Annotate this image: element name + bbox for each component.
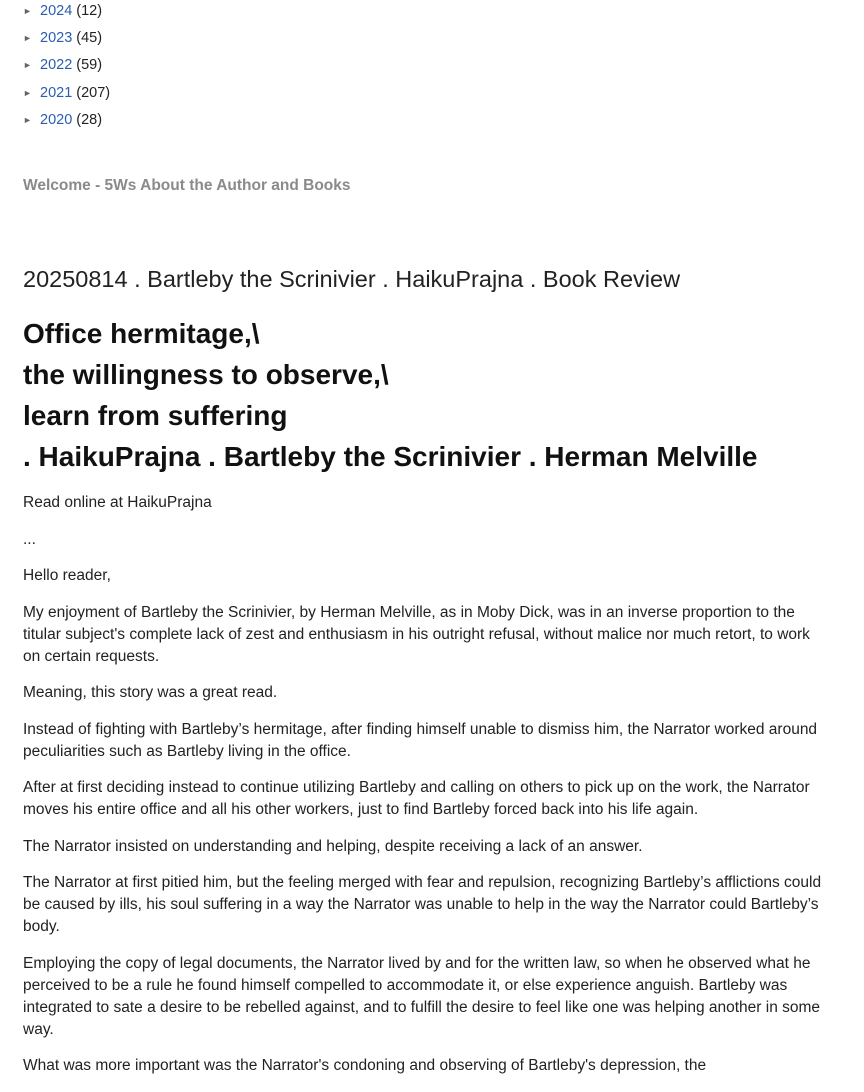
archive-year-link[interactable]: 2021 [40,84,73,101]
haiku-line: Office hermitage,\ [23,318,260,349]
archive-post-count: (207) [76,84,111,101]
archive-year-link[interactable]: 2024 [40,3,73,19]
archive-post-count: (45) [76,30,103,47]
body-paragraph: My enjoyment of Bartleby the Scrinivier, by Herman Melville, as in Moby Dick, was in an inverse proportion to the titular subject's complete lack of zest and enthusiasm in his outright refusal, without malice nor much retort, to work on certain requests. [23,603,810,665]
expand-triangle-icon[interactable]: ► [23,87,32,98]
post-body [23,492,823,1092]
expand-triangle-icon[interactable]: ► [23,60,32,71]
expand-triangle-icon[interactable]: ► [23,114,32,125]
body-paragraph: After at first deciding instead to continue utilizing Bartleby and calling on others to pick up on the work, the Narrator moves his entire office and all his other workers, just to find Bartleby forced back into his life again. [23,779,810,818]
body-paragraph: Employing the copy of legal documents, the Narrator lived by and for the written law, so when he observed what he perceived to be a rule he found himself compelled to accommodate it, or else experience anguish. Bartleby was integrated to sate a desire to be rebelled against, and to fulfill the desire to feel like one was helping another in some way. [23,954,821,1038]
archive-post-count: (59) [76,57,103,74]
archive-year-link[interactable]: 2020 [40,111,73,128]
ellipsis-paragraph: ... [23,530,36,548]
body-paragraph: Meaning, this story was a great read. [23,684,278,701]
haiku-line: the willingness to observe,\ [23,359,389,390]
archive-post-count: (12) [76,3,103,19]
archive-item-2020 [23,109,110,136]
haiku-line: learn from suffering [23,400,288,431]
archive-item-2024 [23,0,110,27]
haiku-heading [23,314,758,478]
archive-year-link[interactable]: 2022 [40,57,73,74]
expand-triangle-icon[interactable]: ► [23,33,32,44]
blog-archive-list [23,0,110,136]
archive-item-2023 [23,27,110,54]
haiku-attribution-line: . HaikuPrajna . Bartleby the Scrinivier . Herman Melville [23,441,758,472]
post-title: 20250814 . Bartleby the Scrinivier . HaikuPrajna . Book Review [23,266,681,292]
archive-post-count: (28) [76,111,103,128]
body-paragraph: The Narrator insisted on understanding and helping, despite receiving a lack of an answer. [23,837,643,855]
archive-item-2021 [23,82,110,109]
archive-year-link[interactable]: 2023 [40,30,73,47]
body-paragraph: The Narrator at first pitied him, but the feeling merged with fear and repulsion, recognizing Bartleby’s afflictions could be caused by ills, his soul suffering in a way the Narrator was unable to help in the way the Narrator could Bartleby’s body. [23,874,822,935]
read-online-note: Read online at HaikuPrajna [23,494,212,511]
body-paragraph: Instead of fighting with Bartleby’s hermitage, after finding himself unable to dismiss him, the Narrator worked around peculiarities such as Bartleby living in the office. [23,720,818,760]
greeting-paragraph: Hello reader, [23,567,111,584]
archive-item-2022 [23,54,110,81]
welcome-page-link[interactable]: Welcome - 5Ws About the Author and Books [23,177,351,194]
expand-triangle-icon[interactable]: ► [23,6,32,16]
body-paragraph: What was more important was the Narrator's condoning and observing of Bartleby's depression, the [23,1057,707,1074]
